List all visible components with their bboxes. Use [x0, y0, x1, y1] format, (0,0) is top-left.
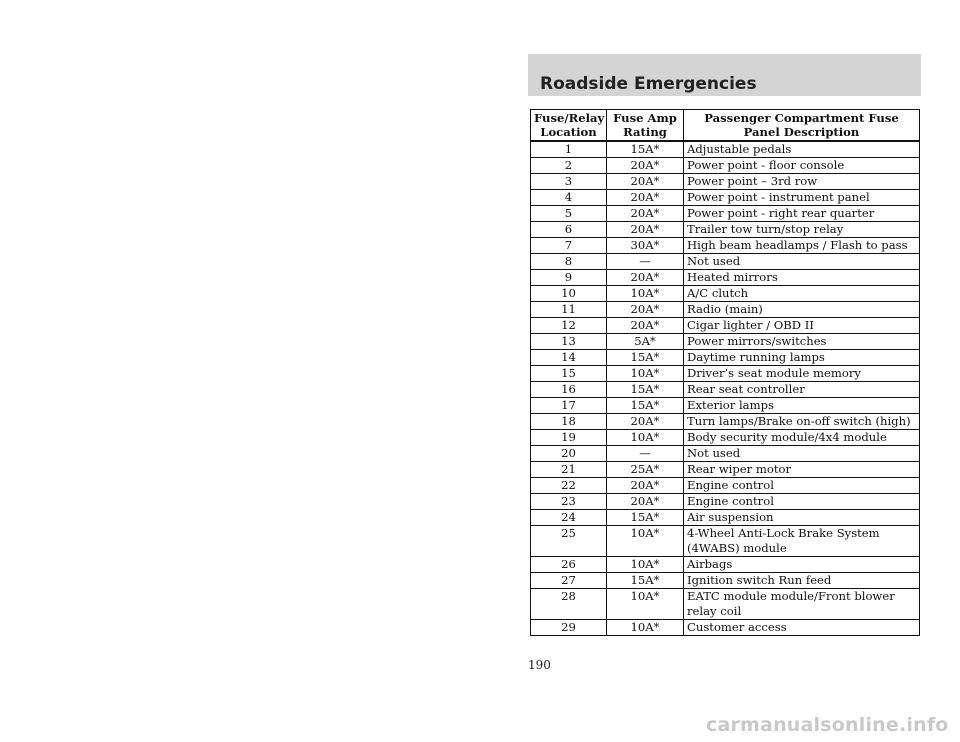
cell-amp-rating: 15A*	[607, 141, 684, 158]
cell-description: Rear seat controller	[684, 382, 920, 398]
cell-location: 24	[531, 510, 607, 526]
cell-description: Air suspension	[684, 510, 920, 526]
cell-location: 9	[531, 270, 607, 286]
cell-description: Engine control	[684, 478, 920, 494]
cell-location: 29	[531, 620, 607, 636]
cell-amp-rating: 15A*	[607, 510, 684, 526]
table-row	[531, 206, 920, 222]
cell-description: High beam headlamps / Flash to pass	[684, 238, 920, 254]
cell-location: 18	[531, 414, 607, 430]
table-header-row	[531, 110, 920, 142]
table-row	[531, 158, 920, 174]
section-title: Roadside Emergencies	[540, 74, 757, 94]
cell-location: 15	[531, 366, 607, 382]
table-row	[531, 350, 920, 366]
cell-location: 10	[531, 286, 607, 302]
cell-location: 1	[531, 141, 607, 158]
cell-location: 4	[531, 190, 607, 206]
section-header-band	[528, 54, 921, 96]
table-row	[531, 174, 920, 190]
table-row	[531, 302, 920, 318]
table-row	[531, 494, 920, 510]
cell-description: EATC module module/Front blower relay coil	[684, 589, 920, 620]
cell-description: Ignition switch Run feed	[684, 573, 920, 589]
cell-description: Power point - floor console	[684, 158, 920, 174]
table-row	[531, 526, 920, 557]
cell-location: 3	[531, 174, 607, 190]
cell-description: Trailer tow turn/stop relay	[684, 222, 920, 238]
table-row	[531, 318, 920, 334]
table-row	[531, 334, 920, 350]
table-row	[531, 254, 920, 270]
cell-description: Body security module/4x4 module	[684, 430, 920, 446]
cell-location: 23	[531, 494, 607, 510]
cell-amp-rating: 15A*	[607, 382, 684, 398]
cell-amp-rating: —	[607, 446, 684, 462]
cell-description: Turn lamps/Brake on-off switch (high)	[684, 414, 920, 430]
table-row	[531, 190, 920, 206]
table-row	[531, 270, 920, 286]
cell-location: 17	[531, 398, 607, 414]
cell-description: Cigar lighter / OBD II	[684, 318, 920, 334]
cell-description: Not used	[684, 254, 920, 270]
header-location: Fuse/Relay Location	[531, 110, 607, 142]
cell-amp-rating: —	[607, 254, 684, 270]
cell-description: Adjustable pedals	[684, 141, 920, 158]
table-row	[531, 382, 920, 398]
cell-amp-rating: 20A*	[607, 270, 684, 286]
cell-description: Power point - right rear quarter	[684, 206, 920, 222]
table-row	[531, 366, 920, 382]
cell-amp-rating: 20A*	[607, 494, 684, 510]
cell-location: 22	[531, 478, 607, 494]
cell-location: 2	[531, 158, 607, 174]
cell-amp-rating: 25A*	[607, 462, 684, 478]
cell-location: 12	[531, 318, 607, 334]
fuse-table-body	[531, 141, 920, 636]
table-row	[531, 557, 920, 573]
cell-description: Not used	[684, 446, 920, 462]
cell-amp-rating: 20A*	[607, 478, 684, 494]
cell-description: 4-Wheel Anti-Lock Brake System (4WABS) module	[684, 526, 920, 557]
cell-location: 19	[531, 430, 607, 446]
cell-location: 25	[531, 526, 607, 557]
cell-amp-rating: 10A*	[607, 430, 684, 446]
table-row	[531, 620, 920, 636]
cell-amp-rating: 20A*	[607, 318, 684, 334]
cell-location: 26	[531, 557, 607, 573]
cell-amp-rating: 5A*	[607, 334, 684, 350]
cell-description: Engine control	[684, 494, 920, 510]
page-number: 190	[528, 658, 551, 672]
cell-description: Power point – 3rd row	[684, 174, 920, 190]
cell-description: Rear wiper motor	[684, 462, 920, 478]
table-row	[531, 286, 920, 302]
cell-amp-rating: 20A*	[607, 158, 684, 174]
cell-location: 16	[531, 382, 607, 398]
cell-amp-rating: 10A*	[607, 366, 684, 382]
cell-location: 27	[531, 573, 607, 589]
cell-amp-rating: 10A*	[607, 526, 684, 557]
table-row	[531, 462, 920, 478]
table-row	[531, 478, 920, 494]
cell-location: 14	[531, 350, 607, 366]
cell-location: 21	[531, 462, 607, 478]
cell-amp-rating: 10A*	[607, 620, 684, 636]
table-row	[531, 141, 920, 158]
watermark: carmanualsonline.info	[706, 714, 949, 736]
cell-location: 8	[531, 254, 607, 270]
cell-location: 5	[531, 206, 607, 222]
cell-description: A/C clutch	[684, 286, 920, 302]
cell-description: Heated mirrors	[684, 270, 920, 286]
cell-description: Radio (main)	[684, 302, 920, 318]
cell-amp-rating: 20A*	[607, 414, 684, 430]
cell-amp-rating: 15A*	[607, 398, 684, 414]
cell-amp-rating: 15A*	[607, 350, 684, 366]
cell-description: Power mirrors/switches	[684, 334, 920, 350]
fuse-table	[530, 109, 920, 636]
cell-description: Airbags	[684, 557, 920, 573]
cell-amp-rating: 10A*	[607, 286, 684, 302]
cell-location: 7	[531, 238, 607, 254]
cell-amp-rating: 20A*	[607, 174, 684, 190]
header-description: Passenger Compartment Fuse Panel Description	[684, 110, 920, 142]
cell-description: Exterior lamps	[684, 398, 920, 414]
table-row	[531, 222, 920, 238]
cell-amp-rating: 20A*	[607, 190, 684, 206]
table-row	[531, 510, 920, 526]
cell-location: 20	[531, 446, 607, 462]
table-row	[531, 430, 920, 446]
cell-amp-rating: 10A*	[607, 589, 684, 620]
table-row	[531, 446, 920, 462]
table-row	[531, 589, 920, 620]
cell-location: 13	[531, 334, 607, 350]
cell-amp-rating: 20A*	[607, 222, 684, 238]
cell-location: 6	[531, 222, 607, 238]
cell-description: Customer access	[684, 620, 920, 636]
cell-location: 11	[531, 302, 607, 318]
cell-description: Power point - instrument panel	[684, 190, 920, 206]
cell-amp-rating: 15A*	[607, 573, 684, 589]
header-amp-rating: Fuse Amp Rating	[607, 110, 684, 142]
cell-location: 28	[531, 589, 607, 620]
table-row	[531, 398, 920, 414]
cell-amp-rating: 20A*	[607, 206, 684, 222]
table-row	[531, 573, 920, 589]
cell-amp-rating: 20A*	[607, 302, 684, 318]
cell-description: Driver’s seat module memory	[684, 366, 920, 382]
cell-amp-rating: 30A*	[607, 238, 684, 254]
cell-amp-rating: 10A*	[607, 557, 684, 573]
cell-description: Daytime running lamps	[684, 350, 920, 366]
table-row	[531, 238, 920, 254]
table-row	[531, 414, 920, 430]
